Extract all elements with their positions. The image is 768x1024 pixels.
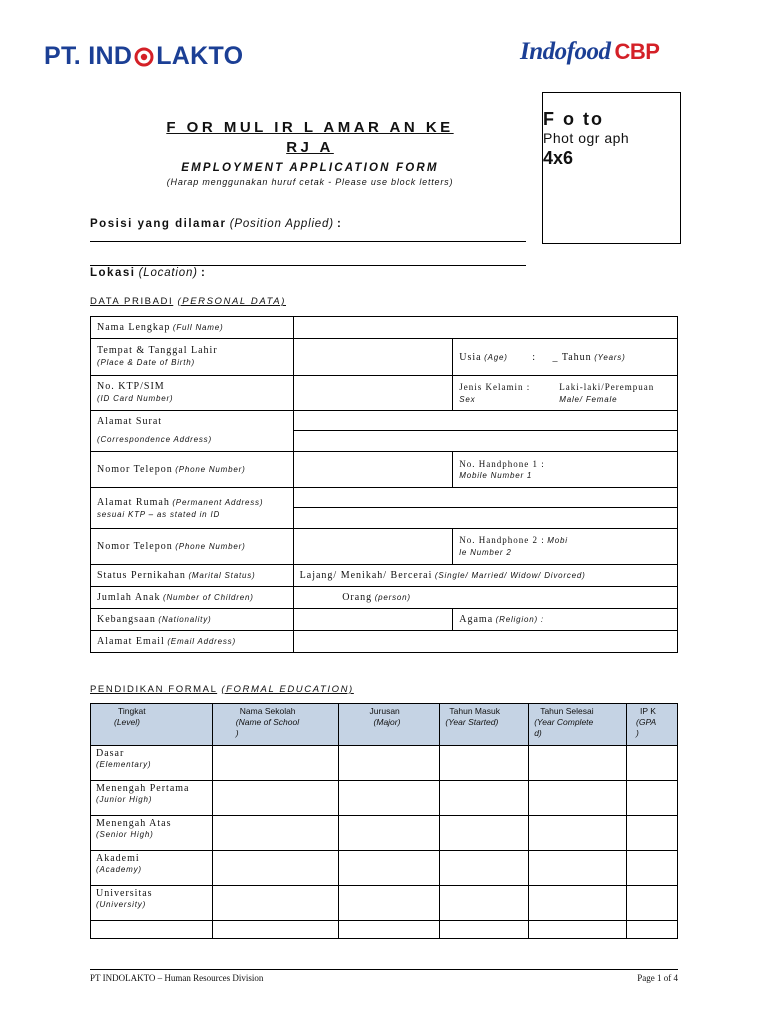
col-label: Tingkat	[118, 706, 146, 716]
year-start-input[interactable]	[440, 781, 529, 816]
year-end-input[interactable]	[529, 851, 627, 886]
major-input[interactable]	[338, 921, 440, 939]
table-row	[91, 488, 678, 508]
year-start-input[interactable]	[440, 886, 529, 921]
year-start-input[interactable]	[440, 746, 529, 781]
full-name-input[interactable]	[293, 317, 677, 339]
label-text-en: (ID Card Number)	[97, 394, 174, 403]
personal-heading-text: DATA PRIBADI	[90, 296, 174, 307]
position-label: Posisi yang dilamar	[90, 218, 227, 230]
table-row	[91, 921, 678, 939]
level-label	[91, 886, 213, 921]
col-school	[212, 704, 338, 746]
year-end-input[interactable]	[529, 816, 627, 851]
level-name-en: (University)	[96, 900, 147, 909]
address-label	[91, 411, 294, 452]
year-end-input[interactable]	[529, 921, 627, 939]
label-text: Alamat Email	[97, 636, 165, 647]
sex-cell[interactable]	[453, 376, 678, 411]
indolakto-ring-icon	[134, 47, 154, 67]
mobile2-cell[interactable]	[453, 529, 678, 565]
col-label-en-2: )	[636, 728, 639, 738]
education-heading-en: (FORMAL EDUCATION)	[221, 684, 354, 695]
children-unit-en: (person)	[374, 593, 411, 602]
label-text: Jumlah Anak	[97, 592, 161, 603]
label-sub: sesuai KTP – as stated in ID	[97, 509, 221, 519]
position-label-en: (Position Applied)	[229, 218, 334, 230]
label-text-en: (Full Name)	[172, 323, 224, 332]
personal-data-table	[90, 316, 678, 653]
title-line-1: F OR MUL IR L AMAR AN KE	[166, 119, 454, 136]
marital-options-en: (Single/ Married/ Widow/ Divorced)	[434, 571, 586, 580]
col-label-en-2: d)	[534, 728, 542, 738]
address-input-2[interactable]	[293, 431, 677, 452]
age-label: Usia	[459, 351, 482, 363]
col-label: Nama Sekolah	[239, 706, 296, 716]
personal-data-heading	[90, 296, 286, 307]
home-address-input-2[interactable]	[293, 508, 677, 529]
level-label-empty[interactable]	[91, 921, 213, 939]
label-text-en: (Nationality)	[158, 615, 212, 624]
label-text-en: (Email Address)	[167, 637, 236, 646]
school-input[interactable]	[212, 851, 338, 886]
phone1-input[interactable]	[293, 452, 453, 488]
col-label: IP K	[640, 706, 656, 716]
table-row	[91, 317, 678, 339]
page-footer	[90, 969, 678, 983]
ktp-label	[91, 376, 294, 411]
label-text: Nama Lengkap	[97, 322, 171, 333]
mobile2-label-en-a: Mobi	[547, 536, 568, 545]
label-text: Alamat Rumah	[97, 496, 170, 508]
phone2-input[interactable]	[293, 529, 453, 565]
position-applied-field[interactable]	[90, 218, 526, 242]
level-label	[91, 851, 213, 886]
education-table	[90, 703, 678, 939]
school-input[interactable]	[212, 886, 338, 921]
school-input[interactable]	[212, 921, 338, 939]
level-name: Universitas	[96, 888, 153, 899]
religion-cell[interactable]	[453, 609, 678, 631]
table-row	[91, 851, 678, 886]
col-year-end	[529, 704, 627, 746]
photo-label-en: Phot ogr aph	[543, 130, 630, 146]
col-gpa	[627, 704, 678, 746]
label-text: Tempat & Tanggal Lahir	[97, 345, 218, 356]
marital-options[interactable]	[293, 565, 677, 587]
indofood-cbp-logo	[520, 38, 659, 66]
sex-inner	[459, 381, 671, 406]
full-name-label	[91, 317, 294, 339]
major-input[interactable]	[338, 886, 440, 921]
nationality-label	[91, 609, 294, 631]
years-label: _ Tahun	[552, 351, 592, 363]
col-year-start	[440, 704, 529, 746]
location-label-en: (Location)	[138, 267, 198, 279]
level-name-en: (Senior High)	[96, 830, 154, 839]
logo-text-prefix: PT. IND	[44, 42, 133, 70]
major-input[interactable]	[338, 781, 440, 816]
level-name: Dasar	[96, 748, 125, 759]
level-name: Menengah Pertama	[96, 783, 190, 794]
children-input[interactable]	[293, 587, 677, 609]
major-input[interactable]	[338, 746, 440, 781]
label-text: Kebangsaan	[97, 614, 156, 625]
table-row	[91, 339, 678, 376]
birth-input[interactable]	[293, 339, 453, 376]
personal-heading-en: (PERSONAL DATA)	[177, 296, 286, 307]
gpa-input[interactable]	[627, 921, 678, 939]
age-colon: :	[532, 351, 536, 363]
position-colon: :	[337, 218, 343, 230]
title-english: EMPLOYMENT APPLICATION FORM	[181, 162, 439, 174]
level-name-en: (Academy)	[96, 865, 142, 874]
school-input[interactable]	[212, 746, 338, 781]
col-label-en-2: )	[235, 728, 239, 738]
photo-size: 4x6	[543, 148, 574, 168]
religion-label-en: (Religion) :	[495, 615, 544, 624]
year-start-input[interactable]	[440, 816, 529, 851]
cbp-text: CBP	[614, 39, 660, 64]
address-input-1[interactable]	[293, 411, 677, 431]
label-text-en: (Number of Children)	[163, 593, 254, 602]
label-text: Nomor Telepon	[97, 541, 173, 552]
col-level	[91, 704, 213, 746]
indofood-text: Indofood	[520, 38, 611, 65]
year-start-input[interactable]	[440, 921, 529, 939]
label-text-en: (Place & Date of Birth)	[97, 358, 195, 367]
level-label	[91, 816, 213, 851]
table-row	[91, 529, 678, 565]
label-text-en: (Marital Status)	[188, 571, 256, 580]
level-label	[91, 781, 213, 816]
marital-options-text: Lajang/ Menikah/ Bercerai	[299, 570, 433, 581]
gpa-input[interactable]	[627, 781, 678, 816]
school-input[interactable]	[212, 816, 338, 851]
title-instruction: (Harap menggunakan huruf cetak - Please use block letters)	[166, 177, 454, 187]
mobile1-cell[interactable]	[453, 452, 678, 488]
table-row	[91, 631, 678, 653]
year-end-input[interactable]	[529, 781, 627, 816]
age-label-en: (Age)	[484, 352, 508, 362]
footer-page-number: Page 1 of 4	[637, 973, 678, 983]
email-label	[91, 631, 294, 653]
children-unit: Orang	[342, 592, 373, 603]
email-input[interactable]	[293, 631, 677, 653]
level-label	[91, 746, 213, 781]
year-end-input[interactable]	[529, 746, 627, 781]
col-major	[338, 704, 440, 746]
sex-options-en: Male/ Female	[559, 394, 618, 404]
major-input[interactable]	[338, 851, 440, 886]
school-input[interactable]	[212, 781, 338, 816]
level-name: Akademi	[96, 853, 140, 864]
table-row	[91, 609, 678, 631]
col-label-en: (Level)	[114, 717, 140, 727]
gpa-input[interactable]	[627, 746, 678, 781]
label-text-en: (Correspondence Address)	[97, 435, 212, 444]
label-text: Status Pernikahan	[97, 570, 186, 581]
col-label-en: (GPA	[636, 717, 657, 727]
year-end-input[interactable]	[529, 886, 627, 921]
age-cell[interactable]	[453, 339, 678, 376]
years-label-en: (Years)	[594, 352, 626, 362]
location-colon: :	[200, 267, 207, 279]
table-row	[91, 746, 678, 781]
religion-label: Agama	[459, 614, 494, 625]
mobile1-label: No. Handphone 1 :	[459, 458, 545, 469]
sex-options: Laki-laki/Perempuan	[559, 381, 655, 392]
education-header-row	[91, 704, 678, 746]
label-text-en: (Phone Number)	[175, 465, 246, 474]
gpa-input[interactable]	[627, 886, 678, 921]
sex-label: Jenis Kelamin :	[459, 381, 531, 392]
col-label: Tahun Masuk	[449, 706, 500, 716]
label-text-en: (Phone Number)	[175, 542, 246, 551]
table-row	[91, 565, 678, 587]
label-text: Nomor Telepon	[97, 464, 173, 475]
table-row	[91, 452, 678, 488]
table-row	[91, 886, 678, 921]
label-text: Alamat Surat	[97, 416, 163, 427]
education-heading-text: PENDIDIKAN FORMAL	[90, 684, 218, 695]
phone2-label	[91, 529, 294, 565]
home-address-input-1[interactable]	[293, 488, 677, 508]
major-input[interactable]	[338, 816, 440, 851]
nationality-input[interactable]	[293, 609, 453, 631]
gpa-input[interactable]	[627, 816, 678, 851]
logo-text-suffix: LAKTO	[156, 42, 244, 70]
level-name-en: (Elementary)	[96, 760, 152, 769]
level-name: Menengah Atas	[96, 818, 172, 829]
photo-label: F o to	[543, 109, 604, 129]
birth-label	[91, 339, 294, 376]
form-title	[90, 118, 530, 188]
col-label-en: (Year Started)	[445, 717, 499, 727]
title-line-2: RJ A	[286, 139, 334, 156]
phone1-label	[91, 452, 294, 488]
mobile2-label: No. Handphone 2 :	[459, 535, 545, 545]
gpa-input[interactable]	[627, 851, 678, 886]
location-field[interactable]	[90, 265, 526, 279]
table-row	[91, 587, 678, 609]
marital-label	[91, 565, 294, 587]
label-text: No. KTP/SIM	[97, 381, 165, 392]
col-label: Tahun Selesai	[540, 706, 594, 716]
education-heading	[90, 684, 354, 695]
table-row	[91, 816, 678, 851]
level-name-en: (Junior High)	[96, 795, 153, 804]
ktp-input[interactable]	[293, 376, 453, 411]
indolakto-logo	[44, 42, 243, 71]
home-address-label	[91, 488, 294, 529]
col-label-en: (Major)	[373, 717, 401, 727]
col-label-en: (Name of School	[235, 717, 300, 727]
table-row	[91, 781, 678, 816]
col-label-en: (Year Complete	[534, 717, 594, 727]
location-label: Lokasi	[90, 267, 136, 279]
label-text-en: (Permanent Address)	[172, 497, 264, 507]
mobile2-label-en-b: le Number 2	[459, 548, 512, 557]
footer-division: PT INDOLAKTO – Human Resources Division	[90, 973, 264, 983]
photo-box	[542, 92, 681, 244]
mobile1-label-en: Mobile Number 1	[459, 470, 533, 480]
table-row	[91, 376, 678, 411]
table-row	[91, 411, 678, 431]
year-start-input[interactable]	[440, 851, 529, 886]
col-label: Jurusan	[369, 706, 400, 716]
children-label	[91, 587, 294, 609]
sex-label-en: Sex	[459, 394, 476, 404]
